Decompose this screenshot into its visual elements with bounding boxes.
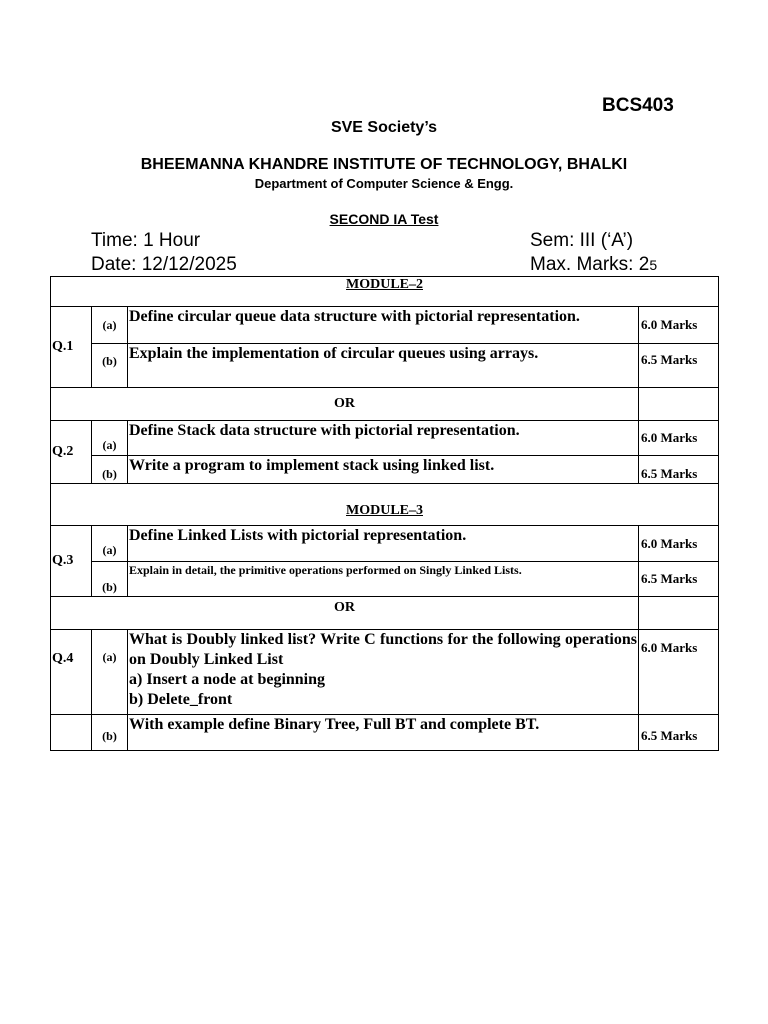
q1-a-marks: 6.0 Marks xyxy=(639,307,719,344)
module-3-title: MODULE–3 xyxy=(51,484,719,526)
table-row xyxy=(51,630,719,715)
exam-date: Date: 12/12/2025 xyxy=(91,254,237,275)
course-code: BCS403 xyxy=(602,95,674,116)
q3-a-text: Define Linked Lists with pictorial representation. xyxy=(128,526,639,562)
table-row xyxy=(51,307,719,344)
q3-a-label: (a) xyxy=(92,526,128,562)
department-name: Department of Computer Science & Engg. xyxy=(254,176,514,191)
q3-b-text: Explain in detail, the primitive operations performed on Singly Linked Lists. xyxy=(128,562,639,597)
q2-a-marks: 6.0 Marks xyxy=(639,421,719,456)
or-row xyxy=(51,597,719,630)
institute-name: BHEEMANNA KHANDRE INSTITUTE OF TECHNOLOGY, BHALKI xyxy=(140,156,628,173)
q2-a-text: Define Stack data structure with pictorial representation. xyxy=(128,421,639,456)
q1-b-label: (b) xyxy=(92,344,128,388)
q1-a-text: Define circular queue data structure with pictorial representation. xyxy=(128,307,639,344)
test-title: SECOND IA Test xyxy=(329,211,439,227)
q4-b-text: With example define Binary Tree, Full BT and complete BT. xyxy=(128,715,639,751)
q4-a-text: What is Doubly linked list? Write C functions for the following operations on Doubly Linked List xyxy=(129,631,637,668)
q3-a-marks: 6.0 Marks xyxy=(639,526,719,562)
q2-number: Q.2 xyxy=(51,421,92,484)
q4-a-marks: 6.0 Marks xyxy=(639,630,719,715)
semester: Sem: III (‘A’) xyxy=(530,230,634,251)
module-2-header-row xyxy=(51,277,719,307)
q4-a-item-1: a) Insert a node at beginning xyxy=(129,671,326,688)
exam-time: Time: 1 Hour xyxy=(91,230,201,251)
question-table xyxy=(50,276,719,751)
q3-number: Q.3 xyxy=(51,526,92,597)
q2-a-label: (a) xyxy=(92,421,128,456)
q1-number: Q.1 xyxy=(51,307,92,388)
q4-b-label: (b) xyxy=(92,715,128,751)
or-divider-1: OR xyxy=(51,388,639,421)
table-row xyxy=(51,526,719,562)
q2-b-label: (b) xyxy=(92,456,128,484)
q1-b-text: Explain the implementation of circular queues using arrays. xyxy=(128,344,639,388)
table-row xyxy=(51,456,719,484)
q3-b-label: (b) xyxy=(92,562,128,597)
q4-a-item-2: b) Delete_front xyxy=(129,691,233,708)
empty-cell xyxy=(51,715,92,751)
table-row xyxy=(51,562,719,597)
max-marks-suffix: 5 xyxy=(649,257,658,273)
q2-b-marks: 6.5 Marks xyxy=(639,456,719,484)
q2-b-text: Write a program to implement stack using linked list. xyxy=(128,456,639,484)
max-marks-prefix: Max. Marks: 2 xyxy=(530,254,650,275)
empty-cell xyxy=(639,388,719,421)
q3-b-marks: 6.5 Marks xyxy=(639,562,719,597)
module-2-title: MODULE–2 xyxy=(51,277,719,307)
or-divider-2: OR xyxy=(51,597,639,630)
q1-b-marks: 6.5 Marks xyxy=(639,344,719,388)
max-marks xyxy=(530,254,657,276)
empty-cell xyxy=(639,597,719,630)
q1-a-label: (a) xyxy=(92,307,128,344)
society-name: SVE Society’s xyxy=(330,119,438,136)
q4-number: Q.4 xyxy=(51,630,92,715)
q4-b-marks: 6.5 Marks xyxy=(639,715,719,751)
table-row xyxy=(51,715,719,751)
or-row xyxy=(51,388,719,421)
q4-a-label: (a) xyxy=(92,630,128,715)
module-3-header-row xyxy=(51,484,719,526)
table-row xyxy=(51,344,719,388)
q4-a-cell xyxy=(128,630,639,715)
table-row xyxy=(51,421,719,456)
